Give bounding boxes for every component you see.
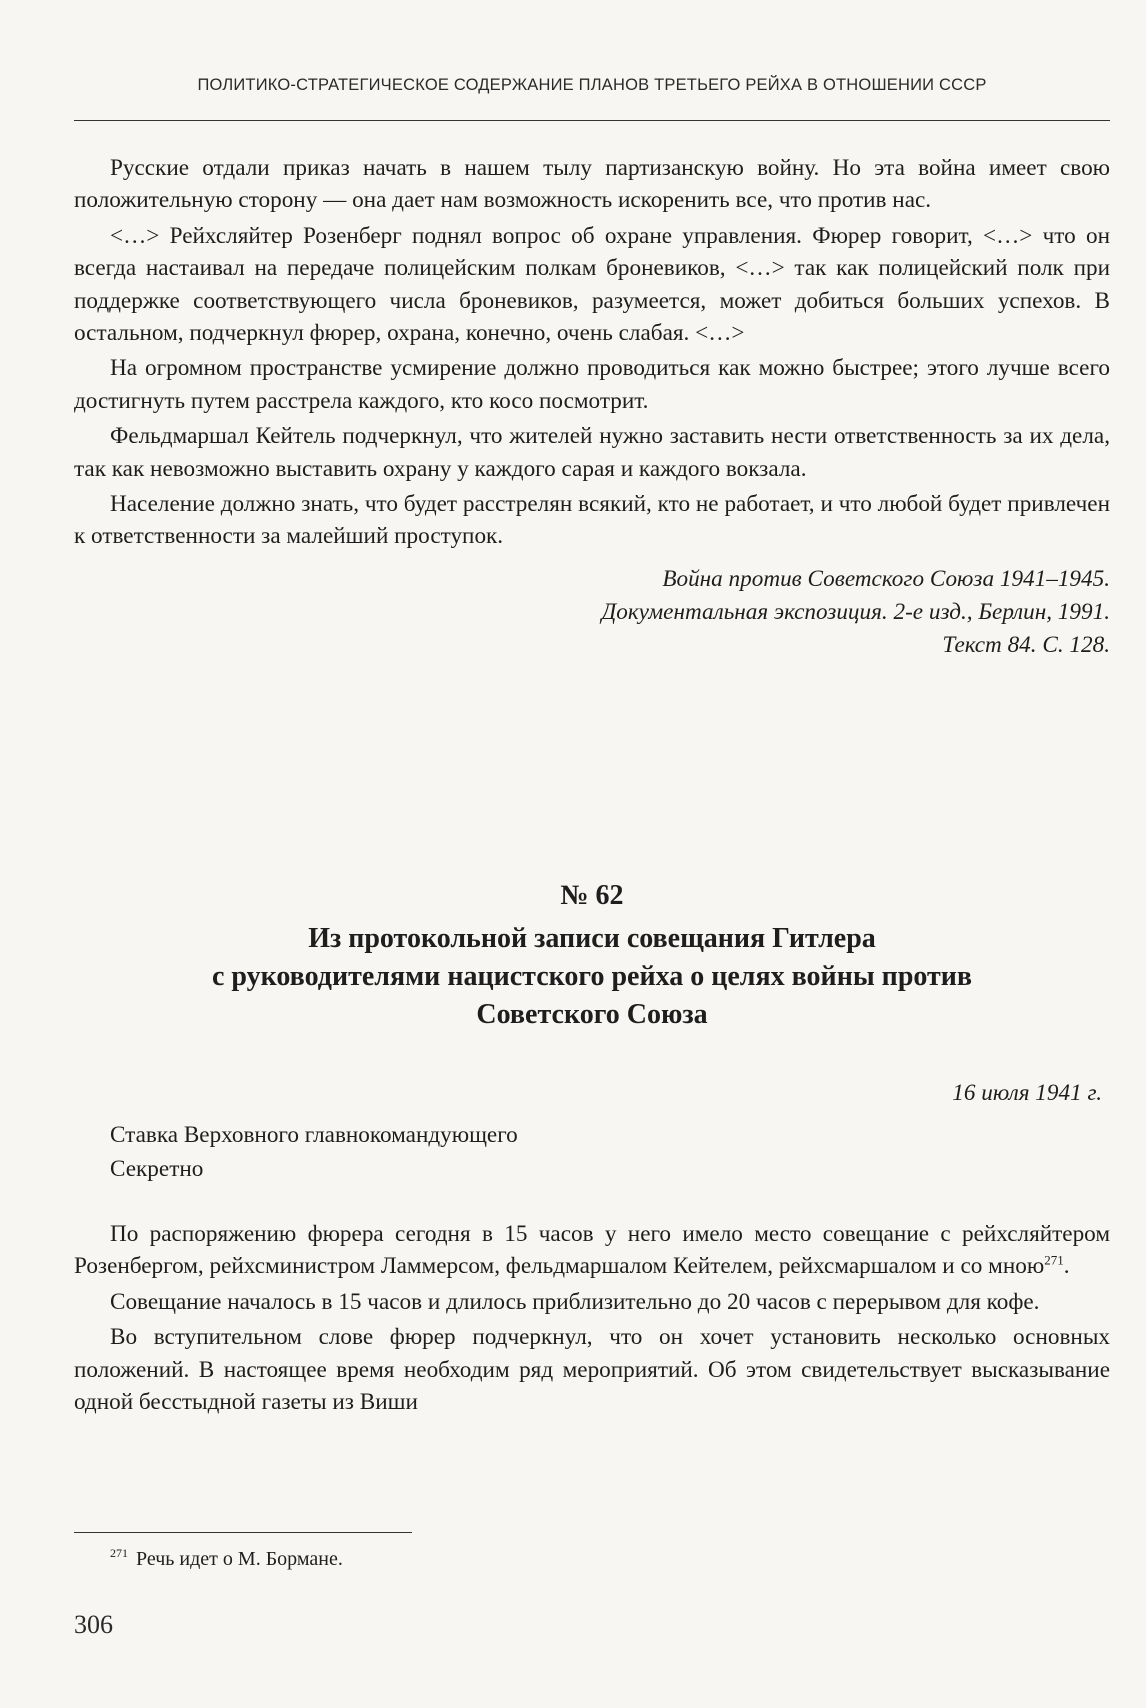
title-line: с руководителями нацистского рейха о целях войны против <box>211 961 973 992</box>
footnote-number: 271 <box>110 1546 128 1561</box>
running-head: ПОЛИТИКО-СТРАТЕГИЧЕСКОЕ СОДЕРЖАНИЕ ПЛАНОВ ТРЕТЬЕГО РЕЙХА В ОТНОШЕНИИ СССР <box>197 76 987 94</box>
paragraph: На огромном пространстве усмирение должно проводиться как можно быстрее; этого лучше всего достигнуть путем расстрела каждого, кто косо посмотрит. <box>74 355 1110 414</box>
footnote <box>110 1548 343 1571</box>
paragraph: Фельдмаршал Кейтель подчеркнул, что жителей нужно заставить нести ответственность за их дела, так как невозможно выставить охрану у каждого сарая и каждого вокзала. <box>74 423 1110 482</box>
footnote-reference: 271 <box>1044 1252 1064 1268</box>
document-number: № 62 <box>560 880 624 911</box>
paragraph-end: . <box>1063 1253 1070 1280</box>
document-classification: Секретно <box>110 1156 204 1182</box>
book-page <box>74 0 1110 1708</box>
footnote-text: Речь идет о М. Бормане. <box>136 1548 343 1570</box>
paragraph: Население должно знать, что будет расстрелян всякий, кто не работает, и что любой будет привлечен к ответственности за малейший проступок. <box>74 491 1110 550</box>
footnote-rule <box>74 1532 412 1533</box>
bottom-text-block <box>74 1218 1110 1421</box>
top-text-block <box>74 152 1110 662</box>
source-line: Текст 84. С. 128. <box>942 631 1110 658</box>
paragraph: Во вступительном слове фюрер подчеркнул, что он хочет установить несколько основных положений. В настоящее время необходим ряд мероприятий. Об этом свидетельствует высказывание одной бесстыдной газеты из Виши <box>74 1324 1110 1416</box>
source-line: Война против Советского Союза 1941–1945. <box>662 565 1110 592</box>
paragraph-text: По распоряжению фюрера сегодня в 15 часов у него имело место совещание с рейхсляйтером Розенбергом, рейхсминистром Ламмерсом, фельдмаршалом Кейтелем, рейхсмаршалом и со мною <box>74 1221 1110 1280</box>
header-rule <box>74 120 1110 121</box>
source-citation <box>74 563 1110 662</box>
source-line: Документальная экспозиция. 2-е изд., Берлин, 1991. <box>601 598 1110 625</box>
paragraph: Русские отдали приказ начать в нашем тылу партизанскую войну. Но эта война имеет свою положительную сторону — она дает нам возможность искоренить все, что против нас. <box>74 155 1110 214</box>
paragraph: <…> Рейхсляйтер Розенберг поднял вопрос об охране управления. Фюрер говорит, <…> что он всегда настаивал на передаче полицейским полкам броневиков, <…> так как полицейский полк при поддержке соответствующего числа броневиков, разумеется, может добиться больших успехов. В остальном, подчеркнул фюрер, охрана, конечно, очень слабая. <…> <box>74 222 1110 347</box>
title-line: Советского Союза <box>476 999 708 1030</box>
page-number: 306 <box>74 1610 113 1639</box>
title-line: Из протокольной записи совещания Гитлера <box>308 923 876 954</box>
document-place: Ставка Верховного главнокомандующего <box>110 1122 518 1148</box>
document-header <box>110 1118 518 1186</box>
document-title <box>74 920 1110 1034</box>
paragraph <box>74 1218 1110 1283</box>
paragraph: Совещание началось в 15 часов и длилось приблизительно до 20 часов с перерывом для кофе. <box>110 1288 1040 1315</box>
document-date: 16 июля 1941 г. <box>952 1080 1102 1106</box>
